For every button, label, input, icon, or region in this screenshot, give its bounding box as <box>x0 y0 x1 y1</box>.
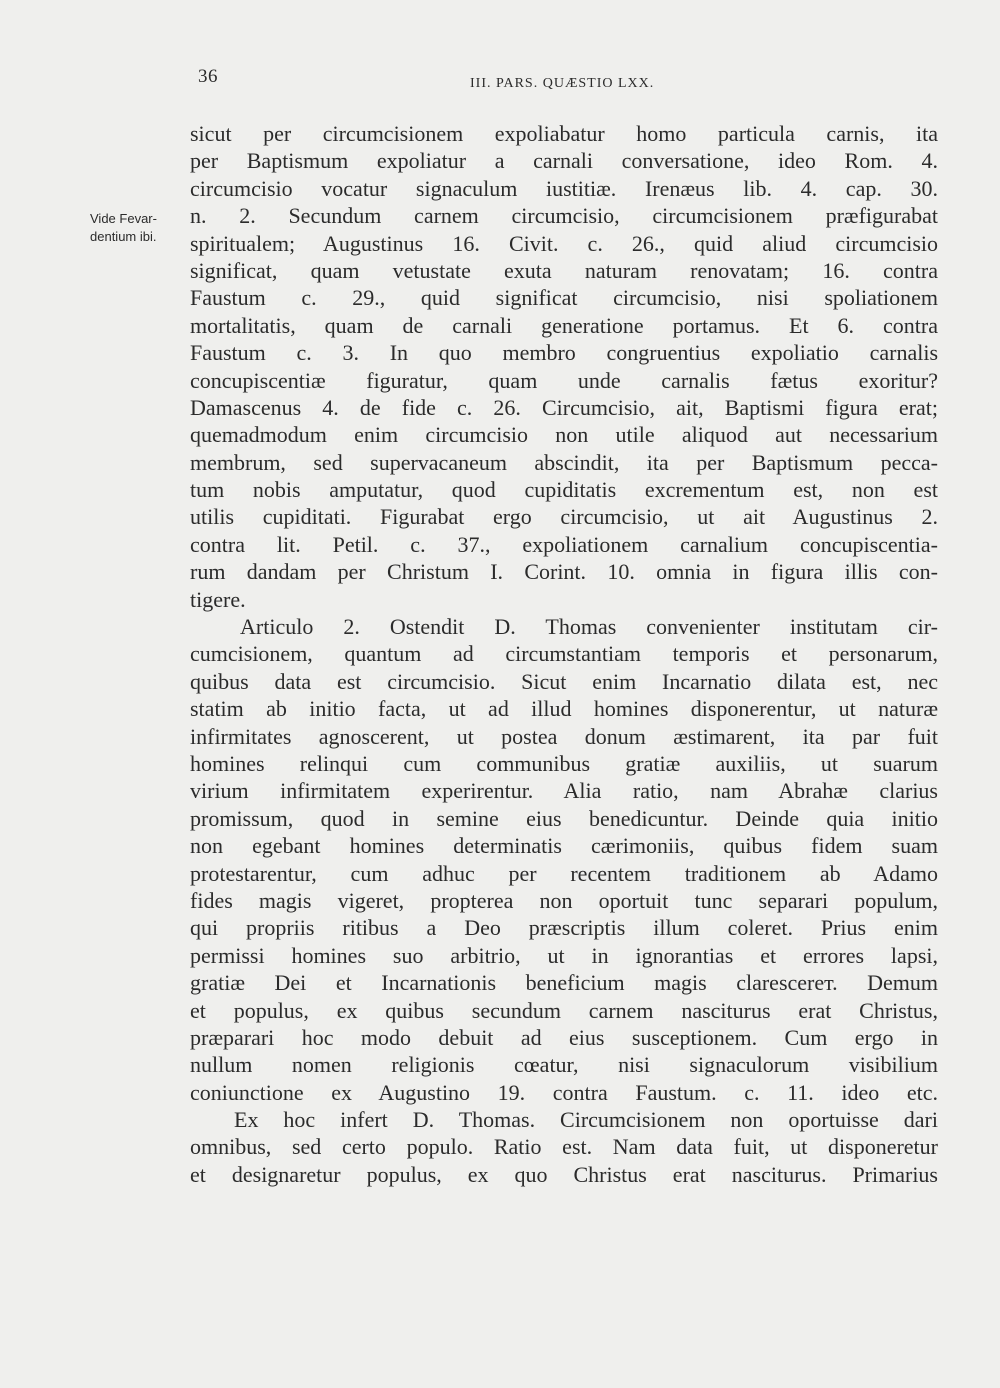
text-line: promissum, quod in semine eius benedicuntur. Deinde quia initio <box>190 805 938 831</box>
text-line: sicut per circumcisionem expoliabatur homo particula carnis, ita <box>190 121 938 146</box>
text-line: tum nobis amputatur, quod cupiditatis excrementum est, non est <box>190 477 938 503</box>
text-line: infirmitates agnoscerent, ut postea donum æstimarent, ita par fuit <box>190 723 938 749</box>
text-line: tigere. <box>190 586 246 612</box>
text-line: qui propriis ritibus a Deo præscriptis illum coleret. Prius enim <box>190 915 938 941</box>
text-line: concupiscentiæ figuratur, quam unde carnalis fætus exoritur? <box>190 367 938 393</box>
text-line: Articulo 2. Ostendit D. Thomas convenienter institutam cir- <box>240 614 938 640</box>
text-line: fides magis vigeret, propterea non oportuit tunc separari populum, <box>190 887 938 913</box>
text-line: significat, quam vetustate exuta naturam renovatam; 16. contra <box>190 257 938 283</box>
text-line: protestarentur, cum adhuc per recentem traditionem ab Adamo <box>190 860 938 886</box>
text-line: mortalitatis, quam de carnali generatione portamus. Et 6. contra <box>190 312 938 338</box>
text-line: quibus data est circumcisio. Sicut enim Incarnatio dilata est, nec <box>190 668 938 694</box>
text-line: per Baptismum expoliatur a carnali conversatione, ideo Rom. 4. <box>190 148 938 174</box>
text-line: et populus, ex quibus secundum carnem nasciturus erat Christus, <box>190 997 938 1023</box>
text-line: cumcisionem, quantum ad circumstantiam temporis et personarum, <box>190 641 938 667</box>
page-number: 36 <box>198 66 218 87</box>
margin-note-line: Vide Fevar- <box>90 211 157 226</box>
running-head: III. PARS. QUÆSTIO LXX. <box>470 76 655 91</box>
text-line: virium infirmitatem experirentur. Alia ratio, nam Abrahæ clarius <box>190 778 938 804</box>
text-line: homines relinqui cum communibus gratiæ auxiliis, ut suarum <box>190 750 938 776</box>
text-line: præparari hoc modo debuit ad eius susceptionem. Cum ergo in <box>190 1024 938 1050</box>
text-line: permissi homines suo arbitrio, ut in ignorantias et errores lapsi, <box>190 942 938 968</box>
text-line: Damascenus 4. de fide c. 26. Circumcisio, ait, Baptismi figura erat; <box>190 394 938 420</box>
text-line: rum dandam per Christum I. Corint. 10. omnia in figura illis con- <box>190 559 938 585</box>
text-line: Ex hoc infert D. Thomas. Circumcisionem non oportuisse dari <box>234 1107 938 1133</box>
text-line: et designaretur populus, ex quo Christus erat nasciturus. Primarius <box>190 1161 938 1187</box>
text-line: quemadmodum enim circumcisio non utile aliquod aut necessarium <box>190 422 938 448</box>
text-line: coniunctione ex Augustino 19. contra Faustum. c. 11. ideo etc. <box>190 1079 938 1105</box>
margin-note-line: dentium ibi. <box>90 229 157 244</box>
text-line: spiritualem; Augustinus 16. Civit. c. 26., quid aliud circumcisio <box>190 230 938 256</box>
text-line: omnibus, sed certo populo. Ratio est. Nam data fuit, ut disponeretur <box>190 1134 938 1160</box>
text-line: statim ab initio facta, ut ad illud homines disponerentur, ut naturæ <box>190 696 938 722</box>
text-line: gratiæ Dei et Incarnationis beneficium magis clarescerет. Demum <box>190 970 938 996</box>
text-line: non egebant homines determinatis cærimoniis, quibus fidem suam <box>190 833 938 859</box>
text-line: n. 2. Secundum carnem circumcisio, circumcisionem præfigurabat <box>190 203 938 229</box>
text-line: membrum, sed supervacaneum abscindit, ita per Baptismum pecca- <box>190 449 938 475</box>
text-line: Faustum c. 29., quid significat circumcisio, nisi spoliationem <box>190 285 938 311</box>
text-line: utilis cupiditati. Figurabat ergo circumcisio, ut ait Augustinus 2. <box>190 504 938 530</box>
text-line: nullum nomen religionis cœatur, nisi signaculorum visibilium <box>190 1052 938 1078</box>
text-line: Faustum c. 3. In quo membro congruentius expoliatio carnalis <box>190 340 938 366</box>
body-text <box>190 120 938 1188</box>
text-line: contra lit. Petil. c. 37., expoliationem carnalium concupiscentia- <box>190 531 938 557</box>
margin-note <box>90 210 190 246</box>
text-line: circumcisio vocatur signaculum iustitiæ. Irenæus lib. 4. cap. 30. <box>190 175 938 201</box>
